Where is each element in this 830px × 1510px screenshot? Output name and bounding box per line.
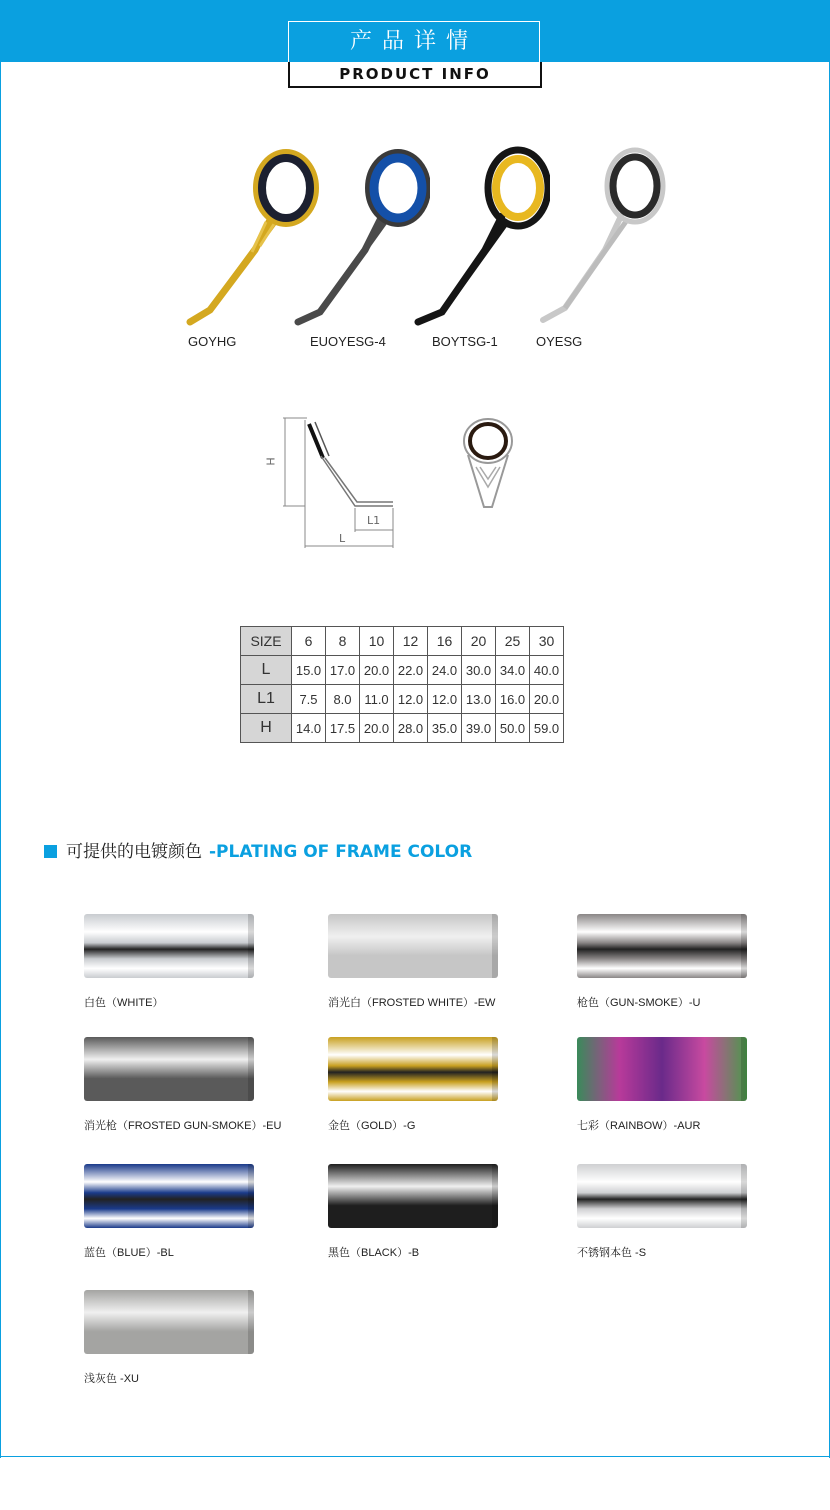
plating-swatch [577,1164,747,1228]
plating-swatch [328,1037,498,1101]
plating-swatch-label: 七彩（RAINBOW）-AUR [577,1120,701,1132]
table-cell: 35.0 [428,714,462,743]
product-image-euoyesg [290,140,430,334]
table-cell: 20.0 [360,656,394,685]
table-cell: 7.5 [292,685,326,714]
plating-swatch [577,1037,747,1101]
page-title-box [288,21,540,87]
tube-end [248,914,254,978]
tube-end [741,1164,747,1228]
plating-swatch-label: 不锈钢本色 -S [577,1247,647,1259]
table-header-row [241,627,564,656]
table-cell: 14.0 [292,714,326,743]
table-cell: 20.0 [530,685,564,714]
table-cell: 24.0 [428,656,462,685]
plating-swatch [577,914,747,978]
table-cell: 34.0 [496,656,530,685]
page-title-en: PRODUCT INFO [288,62,542,88]
plating-swatch-label: 蓝色（BLUE）-BL [84,1247,174,1259]
table-cell: 20 [462,627,496,656]
table-cell: 17.5 [326,714,360,743]
side-view-diagram [265,410,405,555]
table-cell: 16 [428,627,462,656]
bullet-square-icon [44,845,57,858]
table-cell: 15.0 [292,656,326,685]
plating-swatch-label: 消光白（FROSTED WHITE）-EW [328,997,496,1009]
table-cell: 59.0 [530,714,564,743]
table-cell: H [241,714,292,743]
table-cell: 12.0 [394,685,428,714]
product-label: EUOYESG-4 [310,334,386,349]
table-cell: 22.0 [394,656,428,685]
table-cell: 17.0 [326,656,360,685]
plating-title-en: -PLATING OF FRAME COLOR [209,842,473,862]
tube-end [741,1037,747,1101]
table-cell: L [241,656,292,685]
tube-end [248,1290,254,1354]
plating-title-cn: 可提供的电镀颜色 [66,842,202,862]
dim-label-l: L [339,532,346,545]
table-cell: 13.0 [462,685,496,714]
table-cell: L1 [241,685,292,714]
tube-end [248,1037,254,1101]
table-cell: 10 [360,627,394,656]
tube-end [492,1037,498,1101]
plating-swatch-label: 消光枪（FROSTED GUN-SMOKE）-EU [84,1120,282,1132]
plating-swatch [84,1290,254,1354]
table-cell: 28.0 [394,714,428,743]
dim-label-l1: L1 [367,514,381,527]
table-cell: 30.0 [462,656,496,685]
size-table [240,626,564,743]
table-cell: 40.0 [530,656,564,685]
table-cell: 12 [394,627,428,656]
tube-end [248,1164,254,1228]
table-cell: 25 [496,627,530,656]
plating-swatch-label: 黑色（BLACK）-B [328,1247,420,1259]
left-border-line [0,62,1,1458]
plating-swatch [328,1164,498,1228]
plating-swatch [84,1164,254,1228]
table-cell: 6 [292,627,326,656]
table-cell: 11.0 [360,685,394,714]
plating-swatch-label: 浅灰色 -XU [84,1373,139,1385]
product-label: BOYTSG-1 [432,334,498,349]
table-cell: 8.0 [326,685,360,714]
table-cell: 39.0 [462,714,496,743]
dim-label-h: H [264,457,278,466]
table-cell: 20.0 [360,714,394,743]
table-row [241,685,564,714]
table-cell: 30 [530,627,564,656]
table-cell: 12.0 [428,685,462,714]
plating-swatch-label: 金色（GOLD）-G [328,1120,416,1132]
table-row [241,656,564,685]
table-cell: 8 [326,627,360,656]
front-view-diagram [460,415,520,515]
page-title-cn: 产品详情 [288,21,540,63]
table-cell: 16.0 [496,685,530,714]
tube-end [741,914,747,978]
table-row [241,714,564,743]
product-label: OYESG [536,334,583,349]
tube-end [492,914,498,978]
product-image-boytsg [410,140,550,334]
plating-swatch [84,914,254,978]
plating-swatch [328,914,498,978]
plating-swatch-label: 白色（WHITE） [84,997,164,1009]
table-cell: SIZE [241,627,292,656]
table-cell: 50.0 [496,714,530,743]
plating-swatch [84,1037,254,1101]
tube-end [492,1164,498,1228]
product-image-oyesg [535,140,675,334]
bottom-border-line [0,1456,830,1457]
plating-swatch-label: 枪色（GUN-SMOKE）-U [577,997,701,1009]
product-label: GOYHG [188,334,237,349]
